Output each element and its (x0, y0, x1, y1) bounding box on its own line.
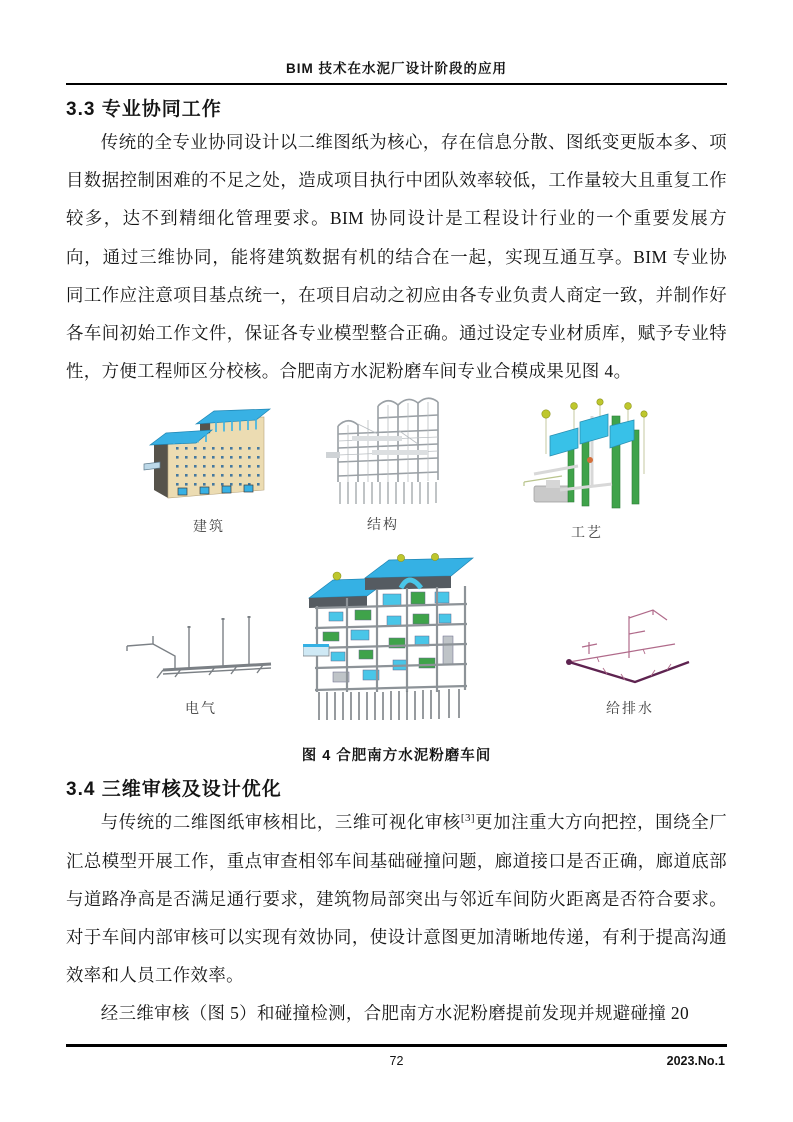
section-3-4-paragraph-1 (66, 803, 727, 994)
structure-panel-label: 结构 (367, 518, 399, 534)
section-3-4-paragraph-2: 经三维审核（图 5）和碰撞检测，合肥南方水泥粉磨提前发现并规避碰撞 20 (100, 1003, 690, 1024)
paragraph-text-after-ref: 更加注重大方向把控，围绕全厂汇总模型开展工作，重点审查相邻车间基础碰撞问题，廊道接口是否正确，廊道底部与道路净高是否满足通行要求，建筑物局部突出与邻近车间防火距离是否符合要求。对于车间内部审核可以实现有效协同，使设计意图更加清晰地传递，有利于提高沟通效率和人员工作效率。 (66, 812, 727, 986)
architecture-model-image (138, 400, 280, 512)
combined-model-image (303, 550, 485, 726)
section-3-4-heading: 3.4 三维审核及设计优化 (66, 779, 282, 801)
running-header-title: BIM 技术在水泥厂设计阶段的应用 (66, 0, 727, 85)
plumbing-model-image (555, 602, 705, 694)
figure-panel-combined-model (302, 550, 486, 726)
citation-ref-3: [3] (460, 812, 475, 825)
figure-panel-architecture (134, 400, 284, 536)
figure-4 (56, 390, 737, 742)
figure-4-caption: 图 4 合肥南方水泥粉磨车间 (301, 748, 492, 765)
section-3-3-heading: 3.3 专业协同工作 (66, 99, 222, 120)
figure-panel-structure (308, 390, 458, 534)
footer-issue-label: 2023.No.1 (666, 1054, 725, 1068)
structure-model-image (312, 390, 454, 510)
footer-page-number: 72 (389, 1054, 404, 1068)
section-3-3-paragraph: 传统的全专业协同设计以二维图纸为核心，存在信息分散、图纸变更版本多、项目数据控制困难的不足之处，造成项目执行中团队效率较低，工作量较大且重复工作较多，达不到精细化管理要求。BIM 协同设计是工程设计行业的一个重要发展方向，通过三维协同，能将建筑数据有机的结合在一起，实现互通互享。BIM 专业协同工作应注意项目基点统一，在项目启动之初应由各专业负责人商定一致，并制作好各车间初始工作文件，保证各专业模型整合正确。通过设定专业材质库，赋予专业特性，方便工程师区分校核。合肥南方水泥粉磨车间专业合模成果见图 4。 (66, 132, 727, 382)
process-panel-label: 工艺 (571, 526, 603, 542)
plumbing-panel-label: 给排水 (606, 702, 654, 718)
electrical-panel-label: 电气 (185, 702, 217, 718)
process-model-image (516, 394, 658, 518)
figure-panel-process (512, 394, 662, 542)
figure-panel-electrical (116, 606, 286, 718)
electrical-model-image (119, 606, 283, 694)
architecture-panel-label: 建筑 (193, 520, 225, 536)
page-footer (66, 1044, 727, 1068)
paragraph-text-before-ref: 与传统的二维图纸审核相比，三维可视化审核 (100, 812, 461, 833)
figure-panel-plumbing (550, 602, 710, 718)
